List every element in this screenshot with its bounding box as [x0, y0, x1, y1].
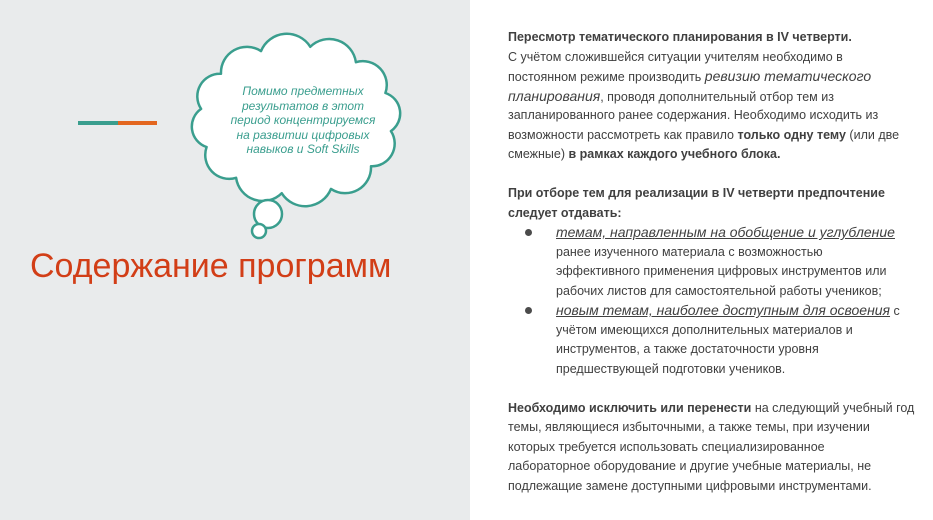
- text-run: на следующий учебный год: [754, 400, 915, 415]
- slide-title: Содержание программ: [30, 247, 392, 285]
- thought-bubble-small: [252, 224, 266, 238]
- text-line: [508, 126, 928, 146]
- text-line: [556, 282, 928, 302]
- text-run: эффективного применения цифровых инструментов или: [556, 264, 887, 278]
- text-line: [508, 87, 928, 107]
- text-run: лабораторное оборудование и другие учебные материалы, не: [508, 459, 872, 473]
- exclusion-paragraph: [508, 399, 928, 497]
- text-run: смежные): [508, 147, 566, 161]
- cloud-text-line: результатов в этот: [241, 98, 365, 113]
- revision-paragraph: [508, 28, 928, 165]
- text-line: [508, 184, 928, 204]
- cloud-text-line: Помимо предметных: [242, 84, 364, 98]
- text-run: инструментов, а также достаточности уровня: [556, 342, 819, 356]
- text-line: [508, 106, 928, 126]
- selection-paragraph: [508, 184, 928, 379]
- text-line: [556, 262, 928, 282]
- text-run: которых требуется использовать специализированное: [508, 439, 825, 454]
- paragraph-gap: [508, 165, 928, 185]
- text-line: [508, 67, 928, 87]
- text-run: рабочих листов для самостоятельной работы учеников;: [556, 283, 882, 298]
- text-run: учётом имеющихся дополнительных материалов и: [556, 322, 853, 337]
- cloud-text-line: навыков и Soft Skills: [246, 142, 360, 156]
- bold-run: только одну тему: [737, 127, 846, 142]
- text-run: постоянном режиме производить: [508, 70, 702, 84]
- text-line: [508, 145, 928, 165]
- text-line: [508, 438, 928, 458]
- italic-run: ревизию тематического: [704, 68, 872, 84]
- text-line: [508, 28, 928, 48]
- text-line: [556, 223, 928, 243]
- accent-line-teal: [78, 121, 118, 125]
- content-panel: [508, 28, 928, 496]
- italic-run: планирования: [508, 87, 601, 104]
- text-run: С учётом сложившейся ситуации учителям необходимо в: [508, 49, 843, 64]
- bullet-icon: [525, 307, 532, 314]
- text-run: предшествующей подготовки учеников.: [556, 361, 786, 376]
- text-line: [508, 399, 928, 419]
- text-run: подлежащие замене доступными цифровыми инструментами.: [508, 478, 872, 493]
- text-run: возможности рассмотреть как правило: [508, 127, 735, 142]
- bullet-item: [508, 301, 928, 379]
- bold-run: в рамках каждого учебного блока.: [568, 147, 781, 161]
- text-run: ранее изученного материала с возможностью: [556, 244, 823, 259]
- selection-heading: При отборе тем для реализации в IV четверти предпочтение: [508, 186, 885, 200]
- underlined-italic-run: новым темам, наиболее доступным для освоения: [556, 302, 891, 318]
- paragraph-gap: [508, 379, 928, 399]
- text-line: [508, 418, 928, 438]
- text-line: [556, 301, 928, 321]
- text-run: с: [893, 304, 900, 318]
- underlined-italic-run: темам, направленным на обобщение и углубление: [556, 224, 895, 240]
- bullet-item: [508, 223, 928, 301]
- text-line: [508, 48, 928, 68]
- text-line: [556, 360, 928, 380]
- text-line: [508, 204, 928, 224]
- cloud-text-line: на развитии цифровых: [236, 127, 370, 142]
- text-line: [556, 321, 928, 341]
- text-line: [556, 243, 928, 263]
- text-line: [556, 340, 928, 360]
- accent-line-orange: [118, 121, 157, 125]
- selection-heading: следует отдавать:: [508, 205, 622, 220]
- bullet-icon: [525, 229, 532, 236]
- revision-heading: Пересмотр тематического планирования в IV четверти.: [508, 30, 852, 44]
- text-line: [508, 457, 928, 477]
- text-run: запланированного ранее содержания. Необходимо исходить из: [508, 108, 879, 122]
- cloud-text-line: период концентрируемся: [230, 113, 376, 127]
- text-run: темы, являющиеся избыточными, а также темы, при изучении: [508, 420, 870, 434]
- bold-run: Необходимо исключить или перенести: [508, 400, 752, 415]
- cloud-text: [203, 84, 403, 157]
- text-run: , проводя дополнительный отбор тем из: [600, 89, 834, 104]
- text-line: [508, 477, 928, 497]
- text-run: (или две: [849, 127, 900, 142]
